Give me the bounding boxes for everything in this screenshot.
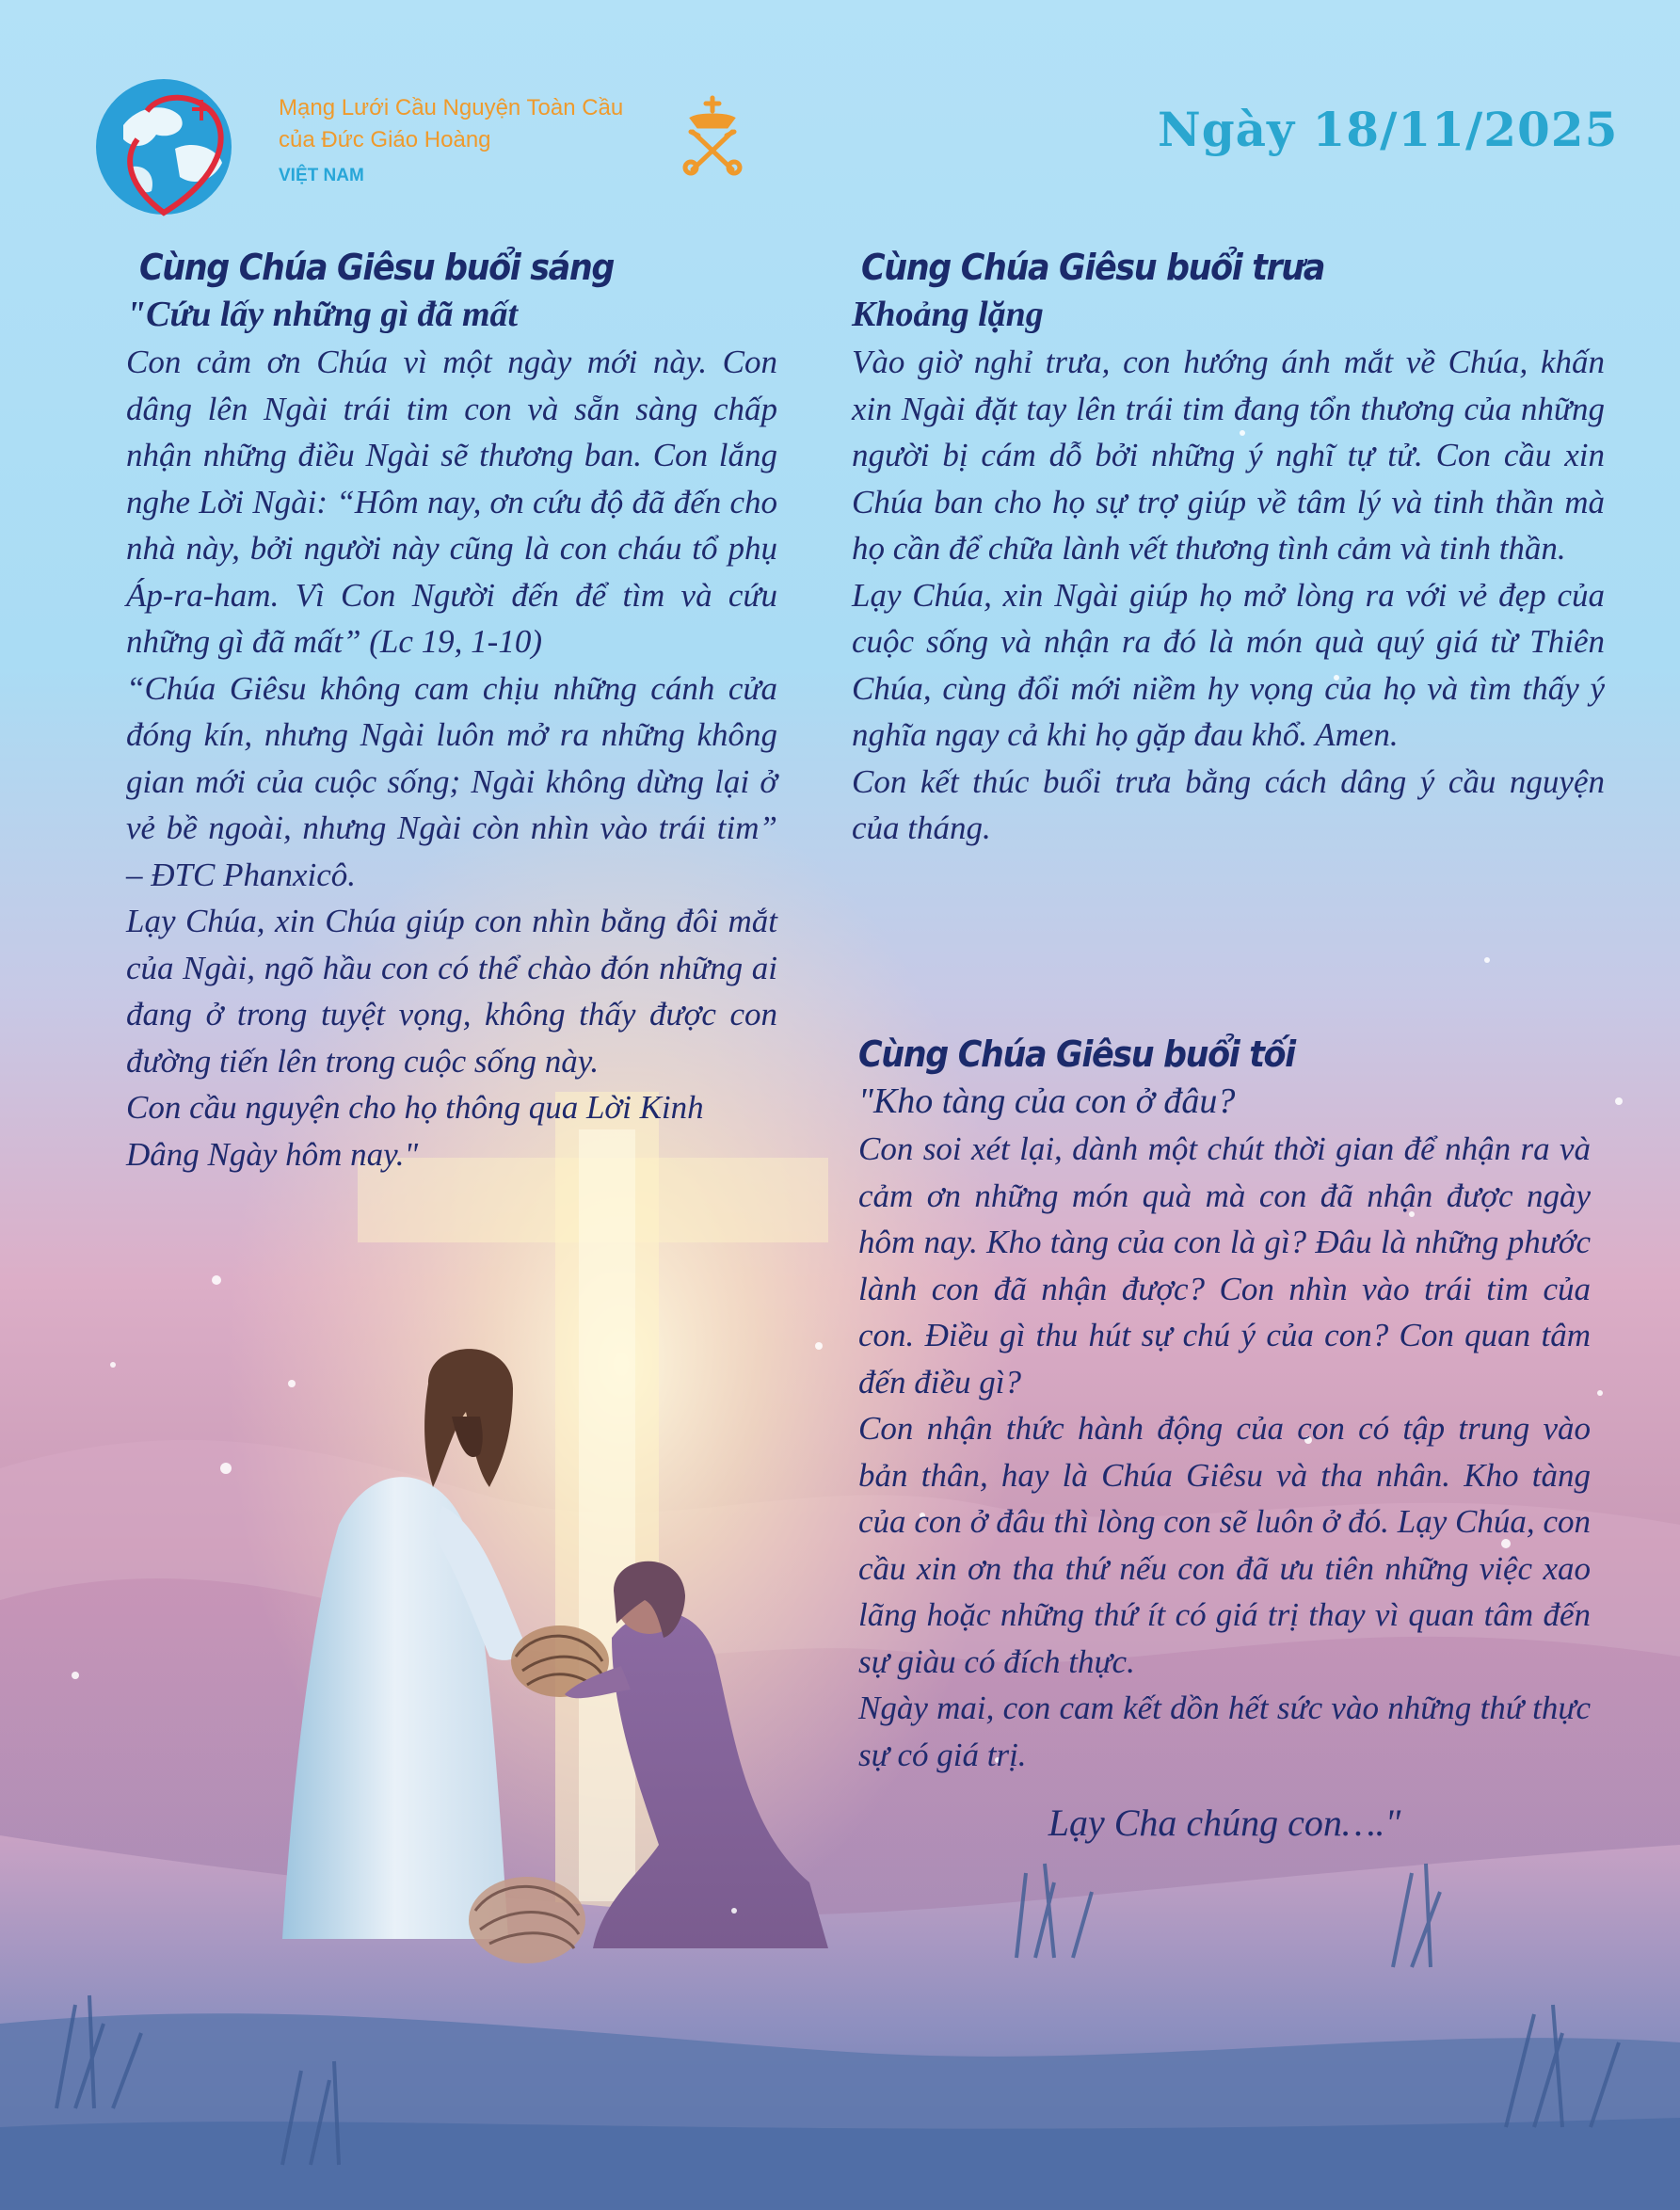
- morning-paragraph: “Chúa Giêsu không cam chịu những cánh cửa đóng kín, nhưng Ngài luôn mở ra những không gian mới của cuộc sống; Ngài không dừng lại ở vẻ bề ngoài, nhưng Ngài còn nhìn vào trái tim” – ĐTC Phanxicô.: [126, 669, 777, 893]
- prayer-date: Ngày 18/11/2025: [1158, 102, 1619, 157]
- globe-heart-logo-icon: [90, 73, 250, 224]
- evening-paragraph: Con nhận thức hành động của con có tập trung vào bản thân, hay là Chúa Giêsu và tha nhân. Kho tàng của con ở đâu thì lòng con sẽ luôn ở đó. Lạy Chúa, con cầu xin ơn tha thứ nếu con đã ưu tiên những việc xao lãng hoặc những thứ ít có giá trị thay vì quan tâm đến sự giàu có đích thực.: [858, 1410, 1591, 1680]
- evening-closing: Lạy Cha chúng con….": [1048, 1802, 1401, 1844]
- evening-title: Cùng Chúa Giêsu buổi tối: [858, 1033, 1295, 1075]
- evening-body: [858, 1126, 1591, 1778]
- morning-paragraph: Con cầu nguyện cho họ thông qua Lời Kinh Dâng Ngày hôm nay.": [126, 1089, 704, 1173]
- org-name: [279, 92, 623, 156]
- noon-paragraph: Con kết thúc buổi trưa bằng cách dâng ý cầu nguyện của tháng.: [852, 762, 1605, 846]
- evening-section: [858, 1033, 1591, 1845]
- morning-paragraph: Con cảm ơn Chúa vì một ngày mới này. Con dâng lên Ngài trái tim con và sẵn sàng chấp nhận những điều Ngài sẽ thương ban. Con lắng nghe Lời Ngài: “Hôm nay, ơn cứu độ đã đến cho nhà này, bởi người này cũng là con cháu tổ phụ Áp-ra-ham. Vì Con Người đến để tìm và cứu những gì đã mất” (Lc 19, 1-10): [126, 344, 777, 660]
- morning-subtitle: "Cứu lấy những gì đã mất: [126, 295, 519, 334]
- morning-body: [126, 339, 777, 1177]
- evening-subtitle: "Kho tàng của con ở đâu?: [858, 1081, 1236, 1121]
- noon-section: [852, 247, 1605, 852]
- noon-body: [852, 339, 1605, 852]
- evening-paragraph: Con soi xét lại, dành một chút thời gian để nhận ra và cảm ơn những món quà mà con đã nhận được ngày hôm nay. Kho tàng của con là gì? Đâu là những phước lành con đã nhận được? Con nhìn vào trái tim của con. Điều gì thu hút sự chú ý của con? Con quan tâm đến điều gì?: [858, 1130, 1591, 1401]
- noon-title: Cùng Chúa Giêsu buổi trưa: [861, 247, 1325, 288]
- morning-title: Cùng Chúa Giêsu buổi sáng: [139, 247, 614, 288]
- org-country: VIỆT NAM: [279, 166, 364, 185]
- org-name-line2: của Đức Giáo Hoàng: [279, 127, 491, 152]
- morning-section: [126, 247, 777, 1177]
- noon-paragraph: Vào giờ nghỉ trưa, con hướng ánh mắt về Chúa, khấn xin Ngài đặt tay lên trái tim đang tổn thương của những người bị cám dỗ bởi những ý nghĩ tự tử. Con cầu xin Chúa ban cho họ sự trợ giúp về tâm lý và tinh thần mà họ cần để chữa lành vết thương tình cảm và tinh thần.: [852, 344, 1605, 567]
- noon-subtitle: Khoảng lặng: [852, 295, 1044, 334]
- org-name-line1: Mạng Lưới Cầu Nguyện Toàn Cầu: [279, 95, 624, 120]
- morning-paragraph: Lạy Chúa, xin Chúa giúp con nhìn bằng đôi mắt của Ngài, ngõ hầu con có thể chào đón những ai đang ở trong tuyệt vọng, không thấy được con đường tiến lên trong cuộc sống này.: [126, 903, 777, 1080]
- noon-paragraph: Lạy Chúa, xin Ngài giúp họ mở lòng ra với vẻ đẹp của cuộc sống và nhận ra đó là món quà quý giá từ Thiên Chúa, cùng đổi mới niềm hy vọng của họ và tìm thấy ý nghĩa ngay cả khi họ gặp đau khổ. Amen.: [852, 576, 1605, 753]
- evening-paragraph: Ngày mai, con cam kết dồn hết sức vào những thứ thực sự có giá trị.: [858, 1690, 1591, 1773]
- papal-keys-icon: [680, 94, 745, 177]
